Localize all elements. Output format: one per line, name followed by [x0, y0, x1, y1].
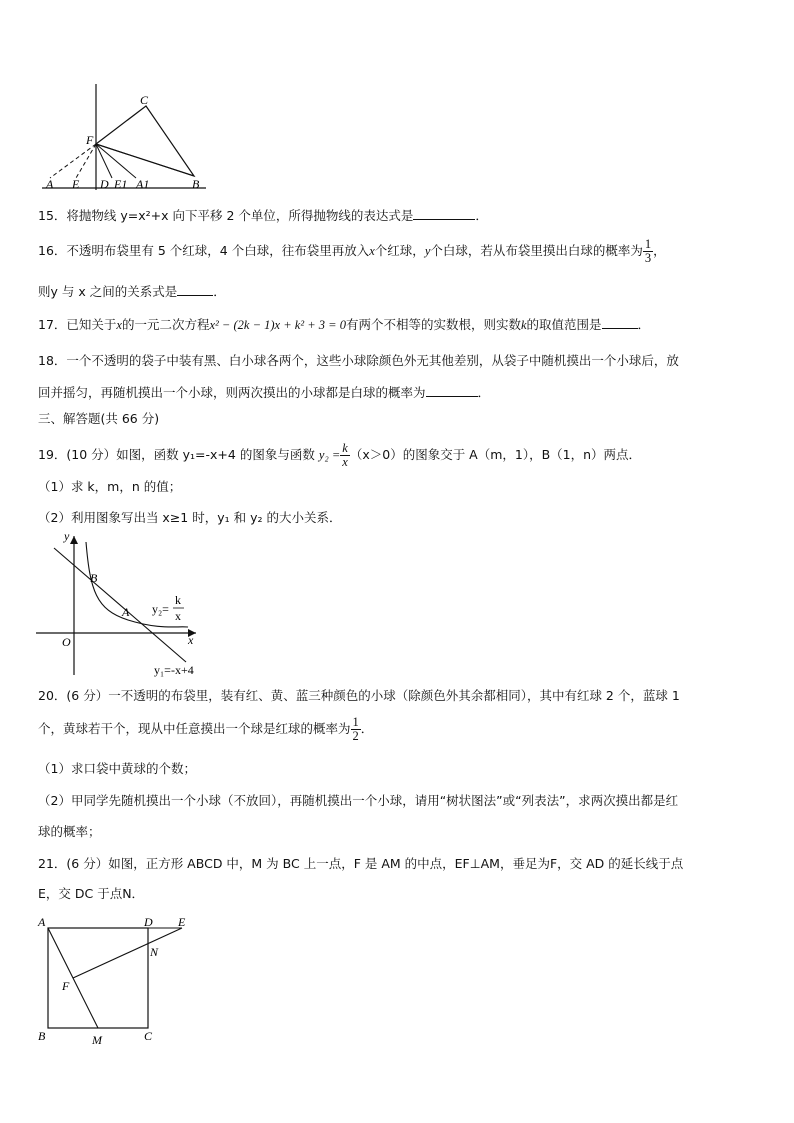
q18-number: 18． [38, 353, 67, 368]
q20-number: 20． [38, 688, 67, 703]
question-20-part1: （1）求口袋中黄球的个数； [38, 761, 196, 776]
question-16: 16．不透明布袋里有 5 个红球，4 个白球，往布袋里再放入x个红球，y个白球，若从布袋里摸出白球的概率为 $\frac{1}{3}$ ， [38, 237, 666, 265]
y2-x-label: x [175, 609, 181, 623]
sq-label-c: C [144, 1029, 153, 1043]
sq-label-f: F [62, 979, 70, 993]
point-b-label: B [90, 571, 98, 585]
y2-k-label: k [175, 593, 181, 607]
axis-y-label: y [64, 530, 70, 543]
label-a: A [46, 177, 54, 191]
question-19: 19．(10 分）如图，函数 y₁=-x+4 的图象与函数 y₂ = $\frac{k}{x}$ （x＞0）的图象交于 A（m，1），B（1，n）两点． [38, 441, 642, 469]
q17-number: 17． [38, 317, 67, 332]
axis-x-label: x [188, 633, 194, 647]
q19-number: 19． [38, 447, 67, 462]
question-21: 21．(6 分）如图，正方形 ABCD 中，M 为 BC 上一点，F 是 AM 的中点，EF⊥AM，垂足为F，交 AD 的延长线于点 [38, 856, 684, 871]
q19-fraction: $\frac{k}{x}$ [342, 441, 348, 469]
question-19-part2: （2）利用图象写出当 x≥1 时，y₁ 和 y₂ 的大小关系． [38, 510, 342, 525]
question-17: 17．已知关于x的一元二次方程x² − (2k − 1)x + k² + 3 = 0有两个不相等的实数根，则实数k的取值范围是 ． [38, 317, 651, 332]
function-graph [36, 530, 206, 680]
label-e1: E1 [114, 177, 128, 191]
label-b: B [192, 177, 200, 191]
q15-number: 15． [38, 208, 67, 223]
sq-label-a: A [38, 915, 46, 929]
label-d: D [100, 177, 109, 191]
sq-label-d: D [144, 915, 153, 929]
label-a1: A1 [136, 177, 150, 191]
y2-label: y₂= [152, 602, 169, 616]
question-20: 20．(6 分）一不透明的布袋里，装有红、黄、蓝三种颜色的小球（除颜色外其余都相同），其中有红球 2 个，蓝球 1 [38, 688, 680, 703]
question-21-line2: E，交 DC 于点N． [38, 886, 145, 901]
sq-label-b: B [38, 1029, 46, 1043]
square-figure [36, 912, 196, 1052]
label-f: F [86, 133, 94, 147]
q17-answer-blank[interactable] [602, 328, 638, 329]
q16-fraction: $\frac{1}{3}$ [644, 237, 652, 265]
label-e: E [72, 177, 80, 191]
q20-fraction: $\frac{1}{2}$ [352, 715, 359, 743]
q18-answer-blank[interactable] [426, 396, 478, 397]
sq-label-n: N [150, 945, 159, 959]
question-19-part1: （1）求 k，m，n 的值； [38, 479, 182, 494]
question-20-part2: （2）甲同学先随机摸出一个小球（不放回），再随机摸出一个小球，请用“树状图法”或“列表法”，求两次摸出都是红 [38, 793, 679, 808]
q21-number: 21． [38, 856, 67, 871]
label-c: C [140, 93, 149, 107]
y1-label: y₁=-x+4 [154, 663, 194, 677]
question-20-part2-line2: 球的概率； [38, 824, 101, 839]
triangle-figure [36, 84, 216, 194]
q17-equation: x² − (2k − 1)x + k² + 3 = 0 [209, 318, 346, 332]
q15-answer-blank[interactable] [413, 219, 475, 220]
origin-label: O [62, 635, 71, 649]
question-16-line2: 则y 与 x 之间的关系式是 ． [38, 284, 226, 299]
question-20-line2: 个，黄球若干个，现从中任意摸出一个球是红球的概率为 $\frac{1}{2}$ ． [38, 715, 374, 743]
q15-text: 将抛物线 y=x²+x 向下平移 2 个单位，所得抛物线的表达式是 [66, 208, 414, 223]
sq-label-m: M [92, 1033, 102, 1047]
sq-label-e: E [178, 915, 186, 929]
question-18-line2: 回并摇匀，再随机摸出一个小球，则两次摸出的小球都是白球的概率为 ． [38, 385, 491, 400]
q16-number: 16． [38, 243, 67, 258]
question-18: 18．一个不透明的袋子中装有黑、白小球各两个，这些小球除颜色外无其他差别，从袋子中随机摸出一个小球后，放 [38, 353, 679, 368]
question-15: 15．将抛物线 y=x²+x 向下平移 2 个单位，所得抛物线的表达式是 ． [38, 208, 488, 223]
section-title: 三、解答题(共 66 分) [38, 411, 160, 426]
q16-answer-blank[interactable] [177, 295, 213, 296]
point-a-label: A [122, 605, 130, 619]
